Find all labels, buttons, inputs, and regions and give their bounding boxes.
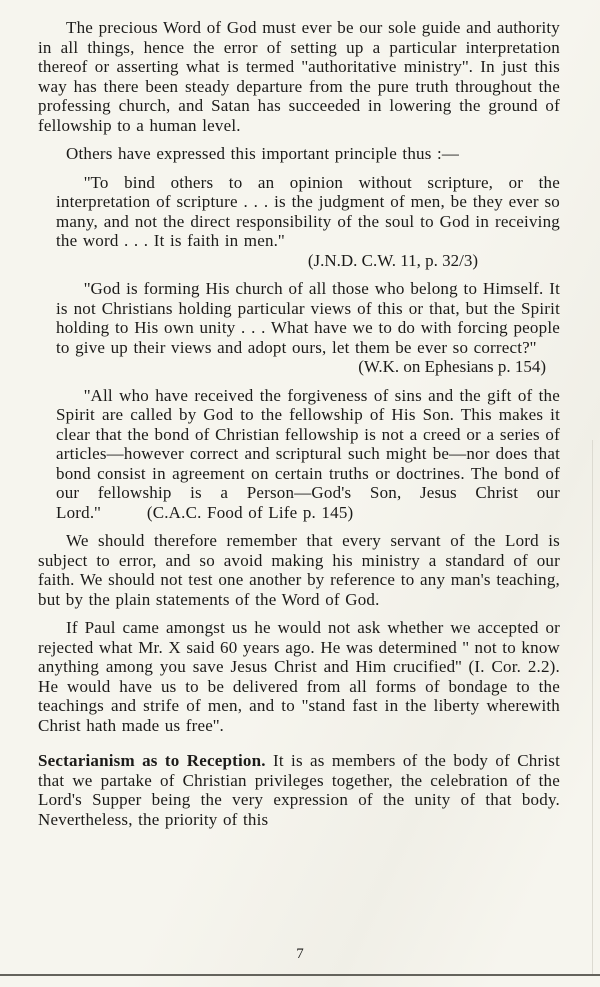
quotation-text: ''God is forming His church of all those who belong to Himself. It is not Christians holding particular views of this or that, but the Spirit holding to His own unity . . . What have we to do with forcing people to give up their views and adopt ours, let them be ever so correct?'' <box>56 279 560 357</box>
quotation-block <box>56 386 560 523</box>
body-paragraph: The precious Word of God must ever be our sole guide and authority in all things, hence the error of setting up a particular interpretation thereof or asserting what is termed ''authoritative ministry''. In just this way has there been steady departure from the pure truth throughout the professing church, and Satan has succeeded in lowering the ground of fellowship to a human level. <box>38 18 560 135</box>
quotation-block <box>56 173 560 271</box>
quote-attribution: (J.N.D. C.W. 11, p. 32/3) <box>307 250 478 270</box>
body-paragraph: If Paul came amongst us he would not ask whether we accepted or rejected what Mr. X said 60 years ago. He was determined '' not to know anything among you save Jesus Christ and Him crucified'' (I. Cor. 2.2). He would have us to be delivered from all forms of bondage to the teachings and strife of men, and to ''stand fast in the liberty wherewith Christ hath made us free''. <box>38 618 560 735</box>
quote-attribution: (W.K. on Ephesians p. 154) <box>358 357 546 376</box>
page-number: 7 <box>296 946 304 962</box>
body-paragraph: We should therefore remember that every servant of the Lord is subject to error, and so avoid making his ministry a standard of our faith. We should not test one another by reference to any man's teaching, but by the plain statements of the Word of God. <box>38 531 560 609</box>
body-paragraph: Others have expressed this important principle thus :— <box>66 144 460 163</box>
section-heading-lead: Sectarianism as to Reception. <box>38 751 266 770</box>
quotation-text <box>56 386 560 523</box>
body-paragraph-section <box>38 751 560 829</box>
section-paragraph-text: It is as members of the body of Christ that we partake of Christian privileges together, the celebration of the Lord's Supper being the very expression of the unity of that body. Nevertheless, the priority of this <box>38 751 560 829</box>
quote-attribution: (C.A.C. Food of Life p. 145) <box>146 502 354 522</box>
quotation-text-span: ''All who have received the forgiveness of sins and the gift of the Spirit are called by God to the fellowship of His Son. This makes it clear that the bond of Christian fellowship is not a creed or a series of articles—however correct and scriptural such might be—nor does that bond consist in agreement on certain truths or doctrines. The bond of our fellowship is a Person—God's Son, Jesus Christ our Lord.'' <box>56 385 560 522</box>
scan-bottom-edge-line <box>0 974 600 976</box>
quotation-text: ''To bind others to an opinion without scripture, or the interpretation of scripture . . . is the judgment of men, be they ever so many, and not the direct responsibility of the soul to God in receiving the word . . . It is faith in men.'' <box>56 172 560 250</box>
quotation-block <box>56 279 560 377</box>
scan-right-edge-line <box>592 440 593 974</box>
